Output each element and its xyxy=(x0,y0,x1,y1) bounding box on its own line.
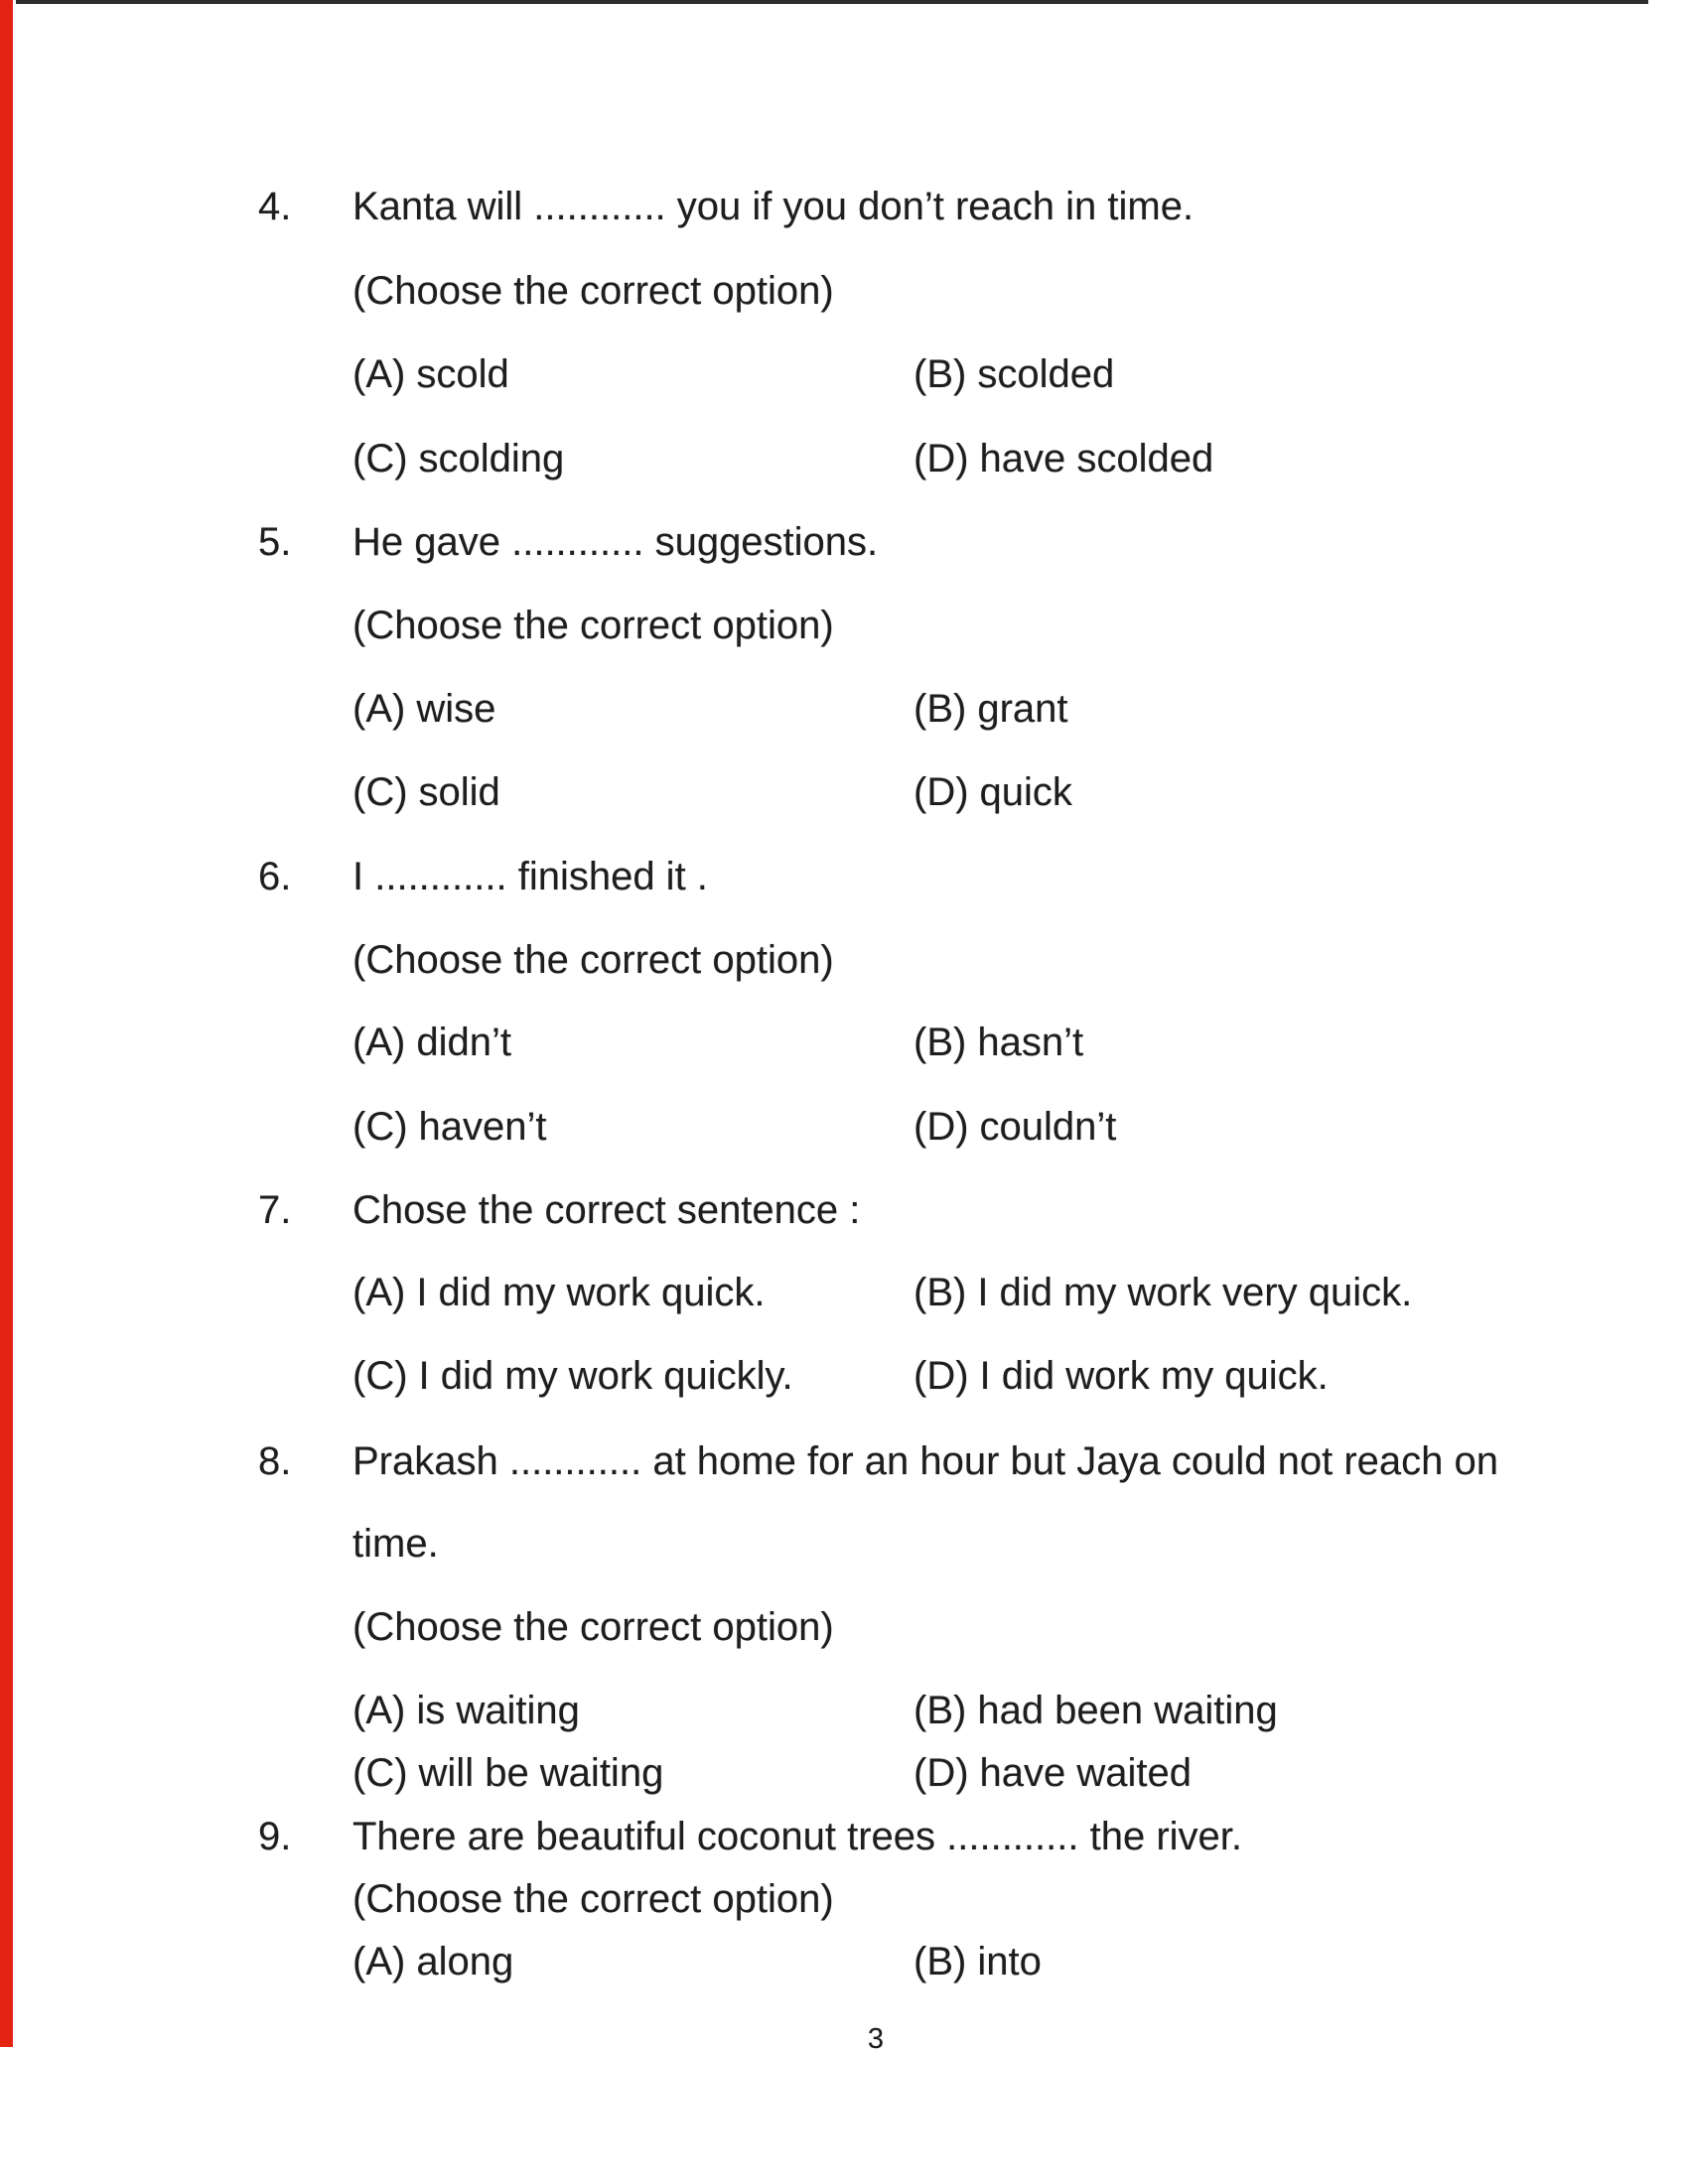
question-number: 8. xyxy=(258,1439,292,1483)
option-text: I did work my quick. xyxy=(979,1354,1329,1398)
options-row xyxy=(0,766,1688,818)
question-line xyxy=(0,1811,1688,1862)
option-c xyxy=(352,433,564,484)
option-a xyxy=(352,348,509,400)
option-label: (B) xyxy=(914,1271,967,1314)
question-line xyxy=(0,181,1688,232)
choose-instruction: (Choose the correct option) xyxy=(352,1877,834,1921)
options-row xyxy=(0,1267,1688,1318)
choose-instruction: (Choose the correct option) xyxy=(352,938,834,982)
page-number: 3 xyxy=(867,2023,885,2055)
option-d xyxy=(914,433,1213,484)
option-a xyxy=(352,1685,580,1736)
options-row xyxy=(0,348,1688,400)
option-label: (B) xyxy=(914,352,967,396)
option-b xyxy=(914,1267,1412,1318)
question-text: time. xyxy=(352,1522,439,1566)
option-text: is waiting xyxy=(416,1689,580,1732)
option-a xyxy=(352,1267,766,1318)
option-b xyxy=(914,348,1114,400)
option-c xyxy=(352,1101,547,1153)
option-label: (B) xyxy=(914,1940,967,1983)
option-text: will be waiting xyxy=(418,1751,664,1795)
instruction-line xyxy=(0,1601,1688,1653)
option-label: (C) xyxy=(352,1354,408,1398)
question-line-wrap xyxy=(0,1518,1688,1570)
question-line xyxy=(0,851,1688,902)
option-text: couldn’t xyxy=(979,1105,1117,1149)
option-c xyxy=(352,1747,663,1799)
options-row xyxy=(0,433,1688,484)
question-number: 7. xyxy=(258,1188,292,1232)
option-text: have waited xyxy=(979,1751,1193,1795)
question-text: I ............ finished it . xyxy=(352,855,708,898)
question-line xyxy=(0,1435,1688,1487)
question-number: 6. xyxy=(258,855,292,898)
option-text: have scolded xyxy=(979,437,1214,480)
instruction-line xyxy=(0,1873,1688,1925)
instruction-line xyxy=(0,265,1688,317)
options-row xyxy=(0,1747,1688,1799)
option-text: wise xyxy=(416,687,496,731)
option-text: scold xyxy=(416,352,509,396)
question-text: Chose the correct sentence : xyxy=(352,1188,861,1232)
option-text: I did my work very quick. xyxy=(977,1271,1413,1314)
option-label: (B) xyxy=(914,1021,967,1064)
option-label: (C) xyxy=(352,1105,408,1149)
option-label: (A) xyxy=(352,1940,406,1983)
option-label: (D) xyxy=(914,770,969,814)
option-d xyxy=(914,766,1072,818)
instruction-line xyxy=(0,934,1688,986)
question-number: 4. xyxy=(258,185,292,228)
option-label: (D) xyxy=(914,1105,969,1149)
option-label: (D) xyxy=(914,437,969,480)
option-label: (A) xyxy=(352,352,406,396)
options-row xyxy=(0,1350,1688,1402)
option-label: (A) xyxy=(352,1689,406,1732)
option-label: (D) xyxy=(914,1751,969,1795)
question-number: 9. xyxy=(258,1815,292,1858)
question-text: Prakash ............ at home for an hour but Jaya could not reach on xyxy=(352,1439,1498,1483)
option-a xyxy=(352,683,495,735)
option-text: solid xyxy=(418,770,500,814)
option-label: (A) xyxy=(352,1021,406,1064)
option-label: (B) xyxy=(914,1689,967,1732)
option-text: along xyxy=(416,1940,514,1983)
option-text: had been waiting xyxy=(977,1689,1278,1732)
option-text: haven’t xyxy=(418,1105,547,1149)
option-label: (C) xyxy=(352,770,408,814)
option-text: quick xyxy=(979,770,1072,814)
option-d xyxy=(914,1101,1116,1153)
option-text: into xyxy=(977,1940,1042,1983)
question-number: 5. xyxy=(258,520,292,564)
scan-edge-top-line xyxy=(16,0,1648,4)
options-row xyxy=(0,1101,1688,1153)
option-text: scolding xyxy=(418,437,565,480)
option-text: I did my work quick. xyxy=(416,1271,766,1314)
question-line xyxy=(0,516,1688,568)
option-text: hasn’t xyxy=(977,1021,1084,1064)
option-c xyxy=(352,766,500,818)
option-b xyxy=(914,1685,1278,1736)
option-b xyxy=(914,683,1068,735)
option-text: scolded xyxy=(977,352,1115,396)
options-row xyxy=(0,1936,1688,1987)
option-d xyxy=(914,1350,1329,1402)
option-d xyxy=(914,1747,1192,1799)
option-text: grant xyxy=(977,687,1068,731)
question-text: There are beautiful coconut trees ............ the river. xyxy=(352,1815,1242,1858)
option-b xyxy=(914,1017,1083,1068)
option-label: (D) xyxy=(914,1354,969,1398)
option-text: didn’t xyxy=(416,1021,511,1064)
option-a xyxy=(352,1936,513,1987)
question-text: He gave ............ suggestions. xyxy=(352,520,879,564)
option-b xyxy=(914,1936,1042,1987)
choose-instruction: (Choose the correct option) xyxy=(352,269,834,313)
choose-instruction: (Choose the correct option) xyxy=(352,1605,834,1649)
option-label: (A) xyxy=(352,687,406,731)
option-a xyxy=(352,1017,511,1068)
choose-instruction: (Choose the correct option) xyxy=(352,604,834,647)
option-c xyxy=(352,1350,793,1402)
options-row xyxy=(0,683,1688,735)
option-label: (C) xyxy=(352,437,408,480)
option-text: I did my work quickly. xyxy=(418,1354,793,1398)
option-label: (C) xyxy=(352,1751,408,1795)
question-text: Kanta will ............ you if you don’t reach in time. xyxy=(352,185,1195,228)
options-row xyxy=(0,1017,1688,1068)
option-label: (B) xyxy=(914,687,967,731)
question-line xyxy=(0,1184,1688,1236)
options-row xyxy=(0,1685,1688,1736)
instruction-line xyxy=(0,600,1688,651)
option-label: (A) xyxy=(352,1271,406,1314)
